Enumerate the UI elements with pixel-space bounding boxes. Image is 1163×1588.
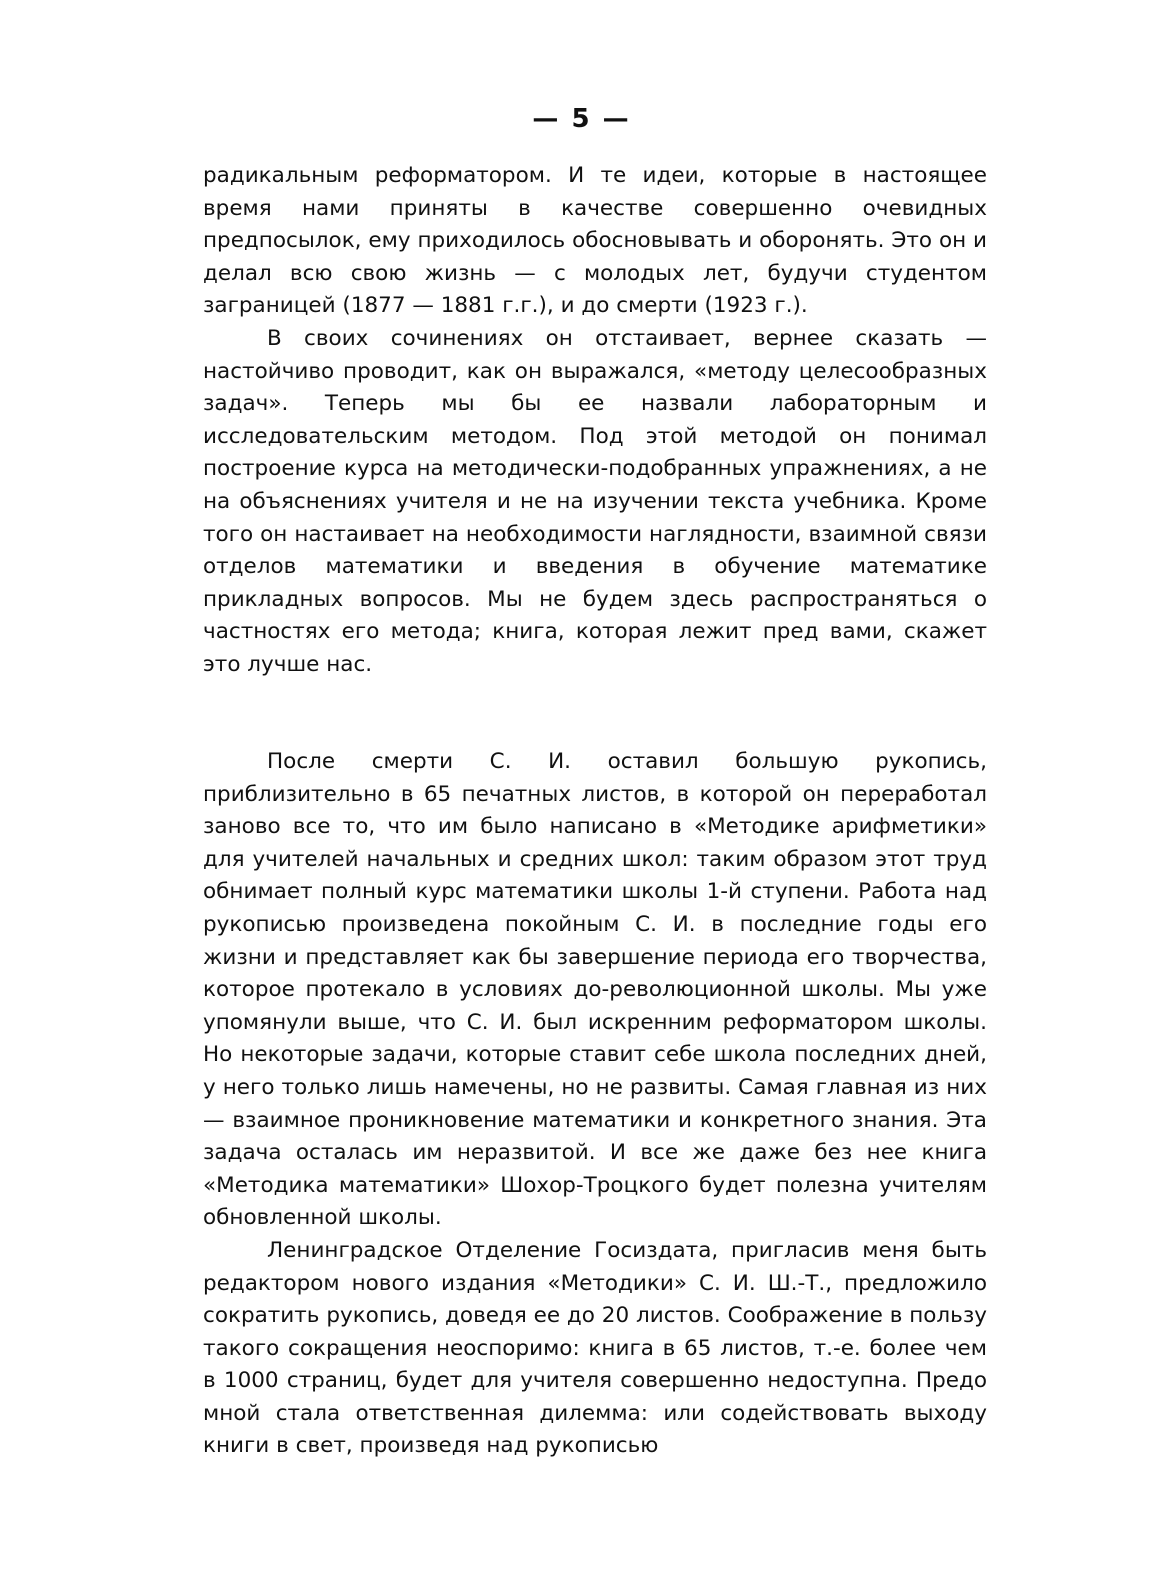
text-section-2	[203, 746, 987, 1463]
paragraph-gosizdat: Ленинградское Отделение Госиздата, пригласив меня быть редактором нового издания «Методики» С. И. Ш.-Т., предложило сократить рукопись, доведя ее до 20 листов. Соображение в пользу такого сокращения неоспоримо: книга в 65 листов, т.-е. более чем в 1000 страниц, будет для учителя совершенно недоступна. Предо мной стала ответственная дилемма: или содействовать выходу книги в свет, произведя над рукописью	[203, 1237, 987, 1459]
page-number: — 5 —	[532, 104, 631, 134]
text-section-1	[203, 160, 987, 682]
paragraph-manuscript: После смерти С. И. оставил большую рукопись, приблизительно в 65 печатных листов, в которой он переработал заново все то, что им было написано в «Методике арифметики» для учителей начальных и средних школ: таким образом этот труд обнимает полный курс математики школы 1-й ступени. Работа над рукописью произведена покойным С. И. в последние годы его жизни и представляет как бы завершение периода его творчества, которое протекало в условиях до-революционной школы. Мы уже упомянули выше, что С. И. был искренним реформатором школы. Но некоторые задачи, которые ставит себе школа последних дней, у него только лишь намечены, но не развиты. Самая главная из них — взаимное проникновение математики и конкретного знания. Эта задача осталась им неразвитой. И все же даже без нее книга «Методика математики» Шохор-Троцкого будет полезна учителям обновленной школы.	[203, 749, 987, 1231]
paragraph-continuation: радикальным реформатором. И те идеи, которые в настоящее время нами приняты в качестве совершенно очевидных предпосылок, ему приходилось обосновывать и оборонять. Это он и делал всю свою жизнь — с молодых лет, будучи студентом заграницей (1877 — 1881 г.г.), и до смерти (1923 г.).	[203, 163, 987, 319]
paragraph-method: В своих сочинениях он отстаивает, вернее сказать — настойчиво проводит, как он выражался, «методу целесообразных задач». Теперь мы бы ее назвали лабораторным и исследовательским методом. Под этой методой он понимал построение курса на методически-подобранных упражнениях, а не на объяснениях учителя и не на изучении текста учебника. Кроме того он настаивает на необходимости наглядности, взаимной связи отделов математики и введения в обучение математике прикладных вопросов. Мы не будем здесь распространяться о частностях его метода; книга, которая лежит пред вами, скажет это лучше нас.	[203, 325, 987, 677]
